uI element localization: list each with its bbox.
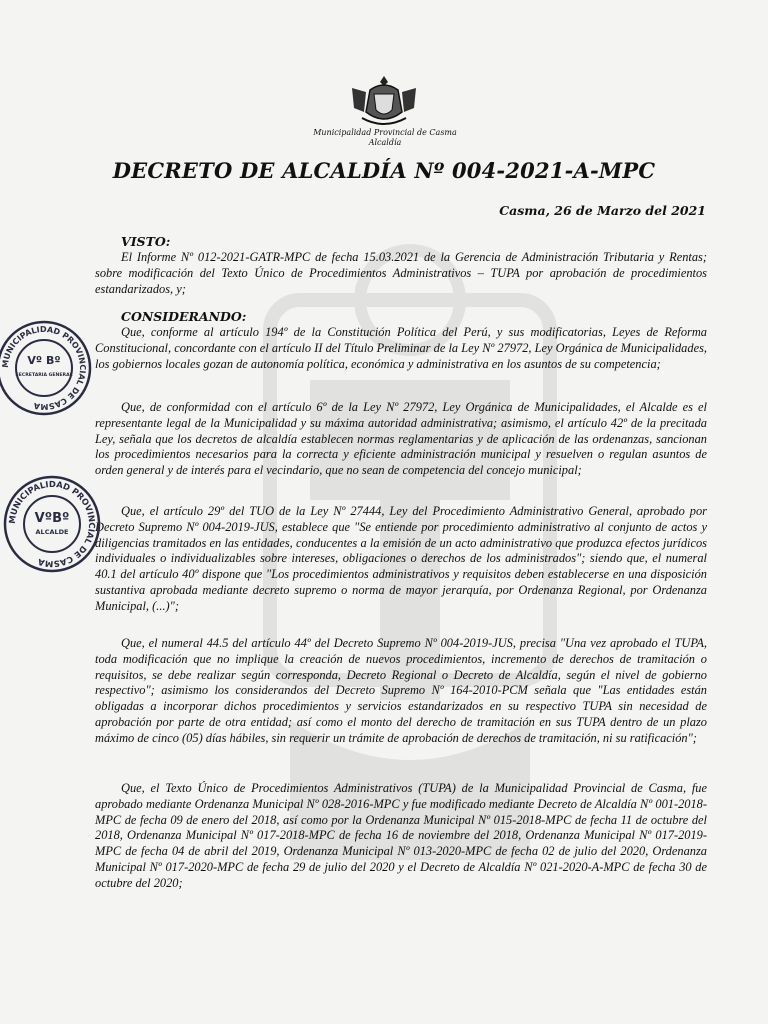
- visto-heading: VISTO:: [121, 234, 171, 249]
- stamp-alcalde: [0, 474, 104, 574]
- considerando-paragraph-1: Que, conforme al artículo 194º de la Constitución Política del Perú, y sus modificatorias, Leyes de Reforma Constitucional, concordante con el artículo II del Título Preliminar de la Ley Nº 27972, Ley Orgánica de Municipalidades, los gobiernos locales gozan de autonomía política, económica y administrativa en los asuntos de su competencia;: [95, 325, 707, 371]
- decree-title: DECRETO DE ALCALDÍA Nº 004-2021-A-MPC: [112, 158, 656, 183]
- visto-paragraph: El Informe Nº 012-2021-GATR-MPC de fecha 15.03.2021 de la Gerencia de Administración Tributaria y Rentas; sobre modificación del Texto Único de Procedimientos Administrativos – TUPA por aprobación de procedimientos estandarizados, y;: [95, 250, 707, 296]
- stamp-2-role: ALCALDE: [35, 528, 69, 536]
- decree-date: Casma, 26 de Marzo del 2021: [499, 203, 706, 218]
- office-name: Alcaldía: [368, 138, 402, 147]
- considerando-paragraph-2: Que, de conformidad con el artículo 6º de la Ley Nº 27972, Ley Orgánica de Municipalidades, el Alcalde es el representante legal de la Municipalidad y su máxima autoridad administrativa; asimismo, el artículo 42º de la precitada Ley, señala que los decretos de alcaldía establecen normas reglamentarias y de aplicación de las ordenanzas, sancionan los procedimientos necesarios para la correcta y eficiente administración municipal y resuelven o regulan asuntos de orden general y de interés para el vecindario, que no sean de competencia del concejo municipal;: [95, 400, 707, 478]
- stamp-secretaria-general: [0, 318, 94, 418]
- stamp-2-ring-text: MUNICIPALIDAD PROVINCIAL DE CASMA: [6, 478, 98, 570]
- considerando-paragraph-4: Que, el numeral 44.5 del artículo 44º del Decreto Supremo Nº 004-2019-JUS, precisa "Una vez aprobado el TUPA, toda modificación que no implique la creación de nuevos procedimientos, incremento de derechos de tramitación o requisitos, se debe realizar según corresponda, Decreto Regional o Decreto de Alcaldía, según el nivel de gobierno respectivo"; asimismo los considerandos del Decreto Supremo Nº 164-2010-PCM señala que "Las entidades están obligadas a incorporar dichos procedimientos y servicios estandarizados en su respectivo TUPA sin necesidad de aprobación por parte de otra entidad; así como el monto del derecho de tramitación en sus TUPA dentro de un plazo máximo de cinco (05) días hábiles, sin requerir un trámite de aprobación de derechos de tramitación, ni su ratificación";: [95, 636, 707, 745]
- stamp-2-center: VºBº: [34, 511, 70, 526]
- considerando-heading: CONSIDERANDO:: [121, 309, 247, 324]
- coat-of-arms-icon: [348, 72, 420, 130]
- considerando-paragraph-5: Que, el Texto Único de Procedimientos Administrativos (TUPA) de la Municipalidad Provincial de Casma, fue aprobado mediante Ordenanza Municipal Nº 028-2016-MPC y fue modificado mediante Decreto de Alcaldía Nº 001-2018-MPC de fecha 09 de enero del 2018, así como por la Ordenanza Municipal Nº 015-2018-MPC de fecha 11 de octubre del 2018, Ordenanza Municipal Nº 017-2018-MPC de fecha 16 de noviembre del 2018, Ordenanza Municipal Nº 017-2019-MPC de fecha 04 de abril del 2019, Ordenanza Municipal Nº 013-2020-MPC de fecha 02 de julio del 2020, Ordenanza Municipal Nº 017-2020-MPC de fecha 29 de julio del 2020 y el Decreto de Alcaldía Nº 021-2020-A-MPC de fecha 30 de octubre del 2020;: [95, 781, 707, 890]
- stamp-1-center: Vº Bº: [27, 354, 61, 367]
- considerando-paragraph-3: Que, el artículo 29º del TUO de la Ley Nº 27444, Ley del Procedimiento Administrativo General, aprobado por Decreto Supremo Nº 004-2019-JUS, establece que "Se entiende por procedimiento administrativo al conjunto de actos y diligencias tramitados en las entidades, conducentes a la emisión de un acto administrativo que produzca efectos jurídicos individuales o individualizables sobre intereses, obligaciones o derechos de los administrados"; siendo que, el numeral 40.1 del artículo 40º dispone que "Los procedimientos administrativos y requisitos deben establecerse en una disposición sustantiva aprobada mediante decreto supremo o norma de mayor jerarquía, por Ordenanza Regional, por Ordenanza Municipal, (...)";: [95, 504, 707, 613]
- institution-header: [270, 128, 500, 148]
- institution-name: Municipalidad Provincial de Casma: [313, 128, 457, 137]
- stamp-1-ring-text: MUNICIPALIDAD PROVINCIAL DE CASMA: [0, 324, 88, 412]
- stamp-1-role: SECRETARIA GENERAL: [15, 373, 73, 378]
